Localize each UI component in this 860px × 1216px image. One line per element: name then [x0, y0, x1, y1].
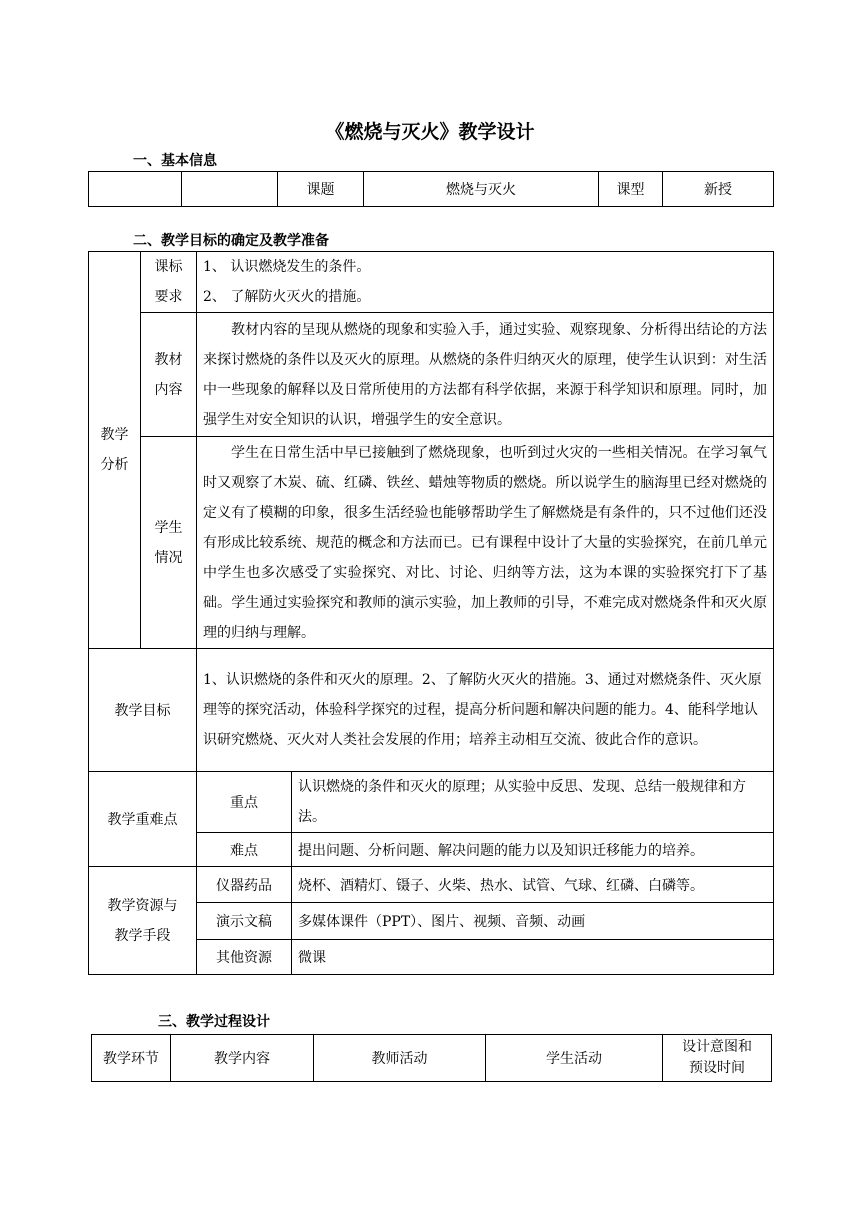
curriculum-item: 1、 认识燃烧发生的条件。: [203, 259, 371, 275]
topic-value: 燃烧与灭火: [364, 172, 599, 207]
section-heading-objectives: 二、教学目标的确定及教学准备: [133, 233, 329, 249]
teaching-goals-label: 教学目标: [89, 649, 197, 772]
other-resources-label: 其他资源: [197, 940, 292, 975]
process-table: [91, 1034, 772, 1082]
basic-info-cell-1: [89, 172, 182, 207]
document-title: 《燃烧与灭火》教学设计: [325, 121, 535, 143]
difficult-point-label: 难点: [197, 833, 292, 867]
header-teaching-content: 教学内容: [171, 1035, 314, 1082]
curriculum-item: 2、 了解防火灭火的措施。: [203, 289, 371, 305]
textbook-label: 教材 内容: [141, 313, 197, 437]
header-teaching-stage: 教学环节: [92, 1035, 171, 1082]
presentation-label: 演示文稿: [197, 903, 292, 940]
other-resources-content: 微课: [292, 940, 774, 975]
topic-label: 课题: [278, 172, 364, 207]
basic-info-cell-2: [182, 172, 278, 207]
presentation-content: 多媒体课件（PPT）、图片、视频、音频、动画: [292, 903, 774, 940]
instruments-content: 烧杯、酒精灯、镊子、火柴、热水、试管、气球、红磷、白磷等。: [292, 867, 774, 903]
section-heading-basic-info: 一、基本信息: [133, 153, 217, 169]
objectives-table: [88, 251, 774, 975]
key-difficult-label: 教学重难点: [89, 772, 197, 867]
basic-info-table: [88, 171, 774, 207]
student-label: 学生 情况: [141, 437, 197, 649]
lesson-type-label: 课型: [599, 172, 663, 207]
header-design-intent: 设计意图和 预设时间: [663, 1035, 772, 1082]
lesson-type-value: 新授: [663, 172, 774, 207]
header-student-activity: 学生活动: [486, 1035, 663, 1082]
key-point-label: 重点: [197, 772, 292, 833]
header-teacher-activity: 教师活动: [314, 1035, 486, 1082]
resources-label: 教学资源与 教学手段: [89, 867, 197, 975]
difficult-point-content: 提出问题、分析问题、解决问题的能力以及知识迁移能力的培养。: [292, 833, 774, 867]
key-point-content: 认识燃烧的条件和灭火的原理；从实验中反思、发现、总结一般规律和方法。: [292, 772, 774, 833]
instruments-label: 仪器药品: [197, 867, 292, 903]
student-situation: 学生在日常生活中早已接触到了燃烧现象，也听到过火灾的一些相关情况。在学习氧气时又观察了木炭、硫、红磷、铁丝、蜡烛等物质的燃烧。所以说学生的脑海里已经对燃烧的定义有了模糊的印象，很多生活经验也能够帮助学生了解燃烧是有条件的，只不过他们还没有形成比较系统、规范的概念和方法而已。已有课程中设计了大量的实验探究，在前几单元中学生也多次感受了实验探究、对比、讨论、归纳等方法，这为本课的实验探究打下了基础。学生通过实验探究和教师的演示实验，加上教师的引导，不难完成对燃烧条件和灭火原理的归纳与理解。: [197, 437, 774, 649]
curriculum-requirements: [197, 252, 774, 313]
teaching-analysis-label: 教学 分析: [89, 252, 141, 649]
textbook-content: 教材内容的呈现从燃烧的现象和实验入手，通过实验、观察现象、分析得出结论的方法来探讨燃烧的条件以及灭火的原理。从燃烧的条件归纳灭火的原理，使学生认识到：对生活中一些现象的解释以及日常所使用的方法都有科学依据，来源于科学知识和原理。同时，加强学生对安全知识的认识，增强学生的安全意识。: [197, 313, 774, 437]
section-heading-process: 三、教学过程设计: [158, 1014, 270, 1030]
curriculum-label: 课标 要求: [141, 252, 197, 313]
teaching-goals-content: 1、认识燃烧的条件和灭火的原理。2、了解防火灭火的措施。3、通过对燃烧条件、灭火原理等的探究活动，体验科学探究的过程，提高分析问题和解决问题的能力。4、能科学地认识研究燃烧、灭火对人类社会发展的作用；培养主动相互交流、彼此合作的意识。: [197, 649, 774, 772]
